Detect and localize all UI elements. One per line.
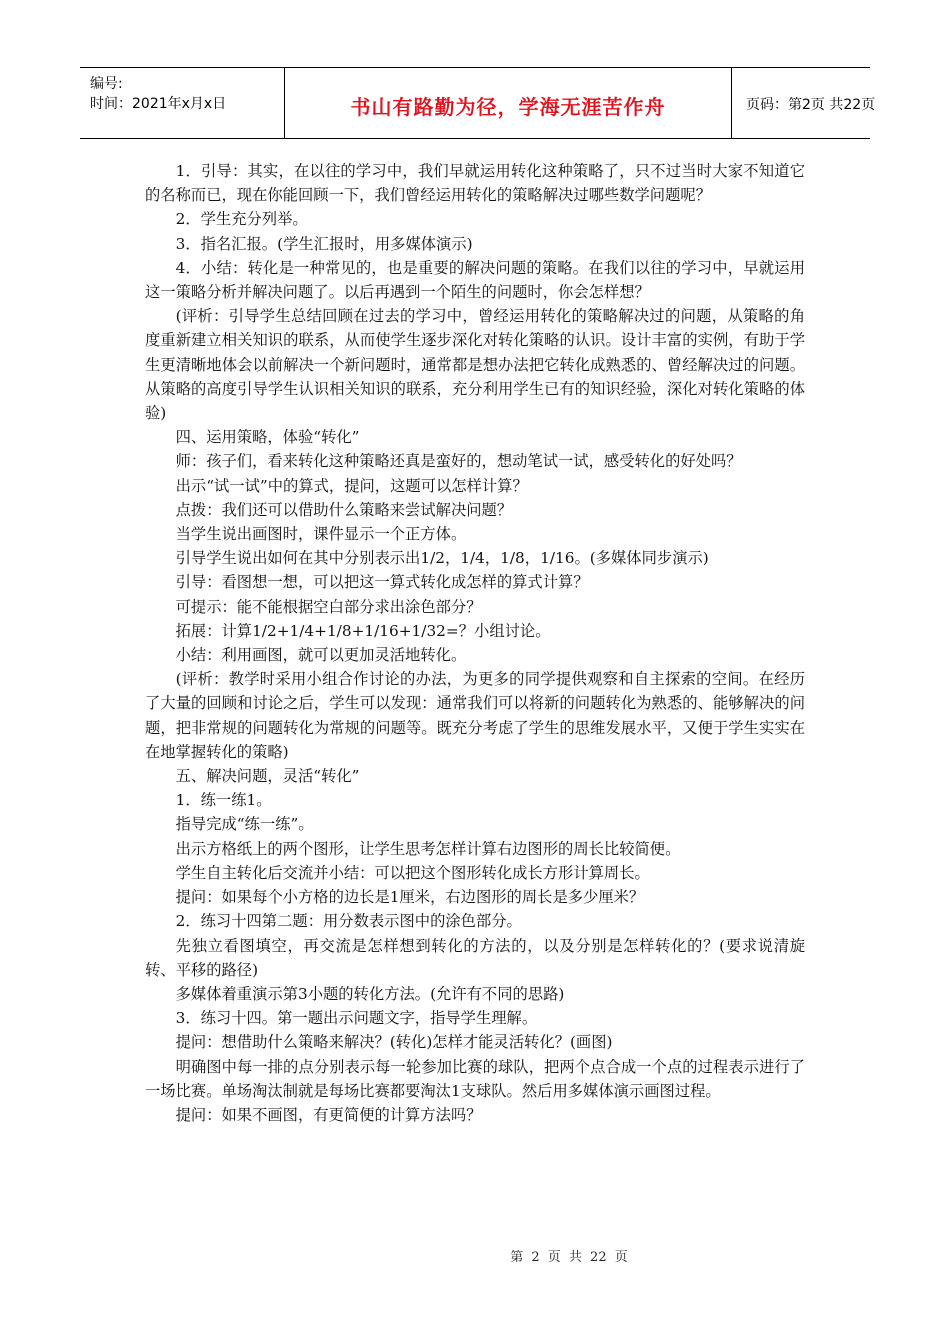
page-header: [80, 67, 876, 139]
body-paragraph: (评析：教学时采用小组合作讨论的办法，为更多的同学提供观察和自主探索的空间。在经历了大量的回顾和讨论之后，学生可以发现：通常我们可以将新的问题转化为熟悉的、能够解决的问题，把非常规的问题转化为常规的问题等。既充分考虑了学生的思维发展水平，又便于学生实实在在地掌握转化的策略): [145, 670, 805, 761]
body-paragraph: 可提示：能不能根据空白部分求出涂色部分？: [175, 597, 482, 616]
page-footer: [0, 1246, 950, 1265]
body-paragraph: 引导学生说出如何在其中分别表示出1/2，1/4，1/8，1/16。(多媒体同步演示): [175, 549, 709, 568]
body-paragraph: 四、运用策略，体验“转化”: [175, 428, 360, 447]
body-paragraph: 出示“试一试”中的算式，提问，这题可以怎样计算？: [175, 476, 528, 495]
body-paragraph: 4．小结：转化是一种常见的，也是重要的解决问题的策略。在我们以往的学习中，早就运用这一策略分析并解决问题了。以后再遇到一个陌生的问题时，你会怎样想？: [145, 258, 805, 302]
header-page-cell: [732, 68, 876, 138]
serial-number-label: 编号:: [90, 76, 123, 92]
body-paragraph: 提问：想借助什么策略来解决？(转化)怎样才能灵活转化？(画图): [175, 1033, 613, 1052]
body-paragraph: 多媒体着重演示第3小题的转化方法。(允许有不同的思路): [175, 984, 565, 1003]
body-paragraph: 3．指名汇报。(学生汇报时，用多媒体演示): [175, 234, 473, 253]
body-paragraph: 先独立看图填空，再交流是怎样想到转化的方法的，以及分别是怎样转化的？(要求说清旋转、平移的路径): [145, 936, 805, 979]
header-page-info: 页码：第2页 共22页: [746, 97, 876, 113]
body-paragraph: 当学生说出画图时，课件显示一个正方体。: [175, 525, 467, 544]
body-paragraph: 明确图中每一排的点分别表示每一轮参加比赛的球队，把两个点合成一个点的过程表示进行了一场比赛。单场淘汰制就是每场比赛都要淘汰1支球队。然后用多媒体演示画图过程。: [145, 1057, 805, 1100]
document-body: [145, 159, 805, 1127]
body-paragraph: 1．练一练1。: [175, 791, 272, 810]
header-motto-cell: [285, 68, 732, 138]
body-paragraph: 小结：利用画图，就可以更加灵活地转化。: [175, 646, 467, 665]
body-paragraph: 引导：看图想一想，可以把这一算式转化成怎样的算式计算？: [175, 573, 589, 592]
body-paragraph: 3．练习十四。第一题出示问题文字，指导学生理解。: [175, 1009, 538, 1028]
header-motto: 书山有路勤为径，学海无涯苦作舟: [350, 95, 666, 119]
body-paragraph: 提问：如果每个小方格的边长是1厘米，右边图形的周长是多少厘米？: [175, 888, 645, 907]
body-paragraph: 2．练习十四第二题：用分数表示图中的涂色部分。: [175, 912, 522, 931]
body-paragraph: 1．引导：其实，在以往的学习中，我们早就运用转化这种策略了，只不过当时大家不知道它的名称而已，现在你能回顾一下，我们曾经运用转化的策略解决过哪些数学问题呢？: [145, 162, 805, 205]
body-paragraph: 提问：如果不画图，有更简便的计算方法吗？: [175, 1105, 482, 1124]
body-paragraph: 学生自主转化后交流并小结：可以把这个图形转化成长方形计算周长。: [175, 863, 650, 882]
header-meta-cell: [80, 68, 285, 138]
body-paragraph: 师：孩子们，看来转化这种策略还真是蛮好的，想动笔试一试，感受转化的好处吗？: [175, 452, 742, 471]
body-paragraph: 指导完成“练一练”。: [175, 815, 314, 834]
footer-page-number: 第 2 页 共 22 页: [510, 1250, 628, 1265]
body-paragraph: 拓展：计算1/2+1/4+1/8+1/16+1/32=？小组讨论。: [175, 621, 551, 640]
body-paragraph: 2．学生充分列举。: [175, 210, 308, 229]
date-label: 时间：2021年x月x日: [90, 96, 227, 112]
body-paragraph: 点拨：我们还可以借助什么策略来尝试解决问题？: [175, 500, 513, 519]
body-paragraph: 出示方格纸上的两个图形，让学生思考怎样计算右边图形的周长比较简便。: [175, 839, 681, 858]
body-paragraph: 五、解决问题，灵活“转化”: [175, 767, 360, 786]
body-paragraph: (评析：引导学生总结回顾在过去的学习中，曾经运用转化的策略解决过的问题，从策略的角度重新建立相关知识的联系，从而使学生逐步深化对转化策略的认识。设计丰富的实例，有助于学生更清晰地体会以前解决一个新问题时，通常都是想办法把它转化成熟悉的、曾经解决过的问题。从策略的高度引导学生认识相关知识的联系，充分利用学生已有的知识经验，深化对转化策略的体验): [145, 307, 805, 423]
